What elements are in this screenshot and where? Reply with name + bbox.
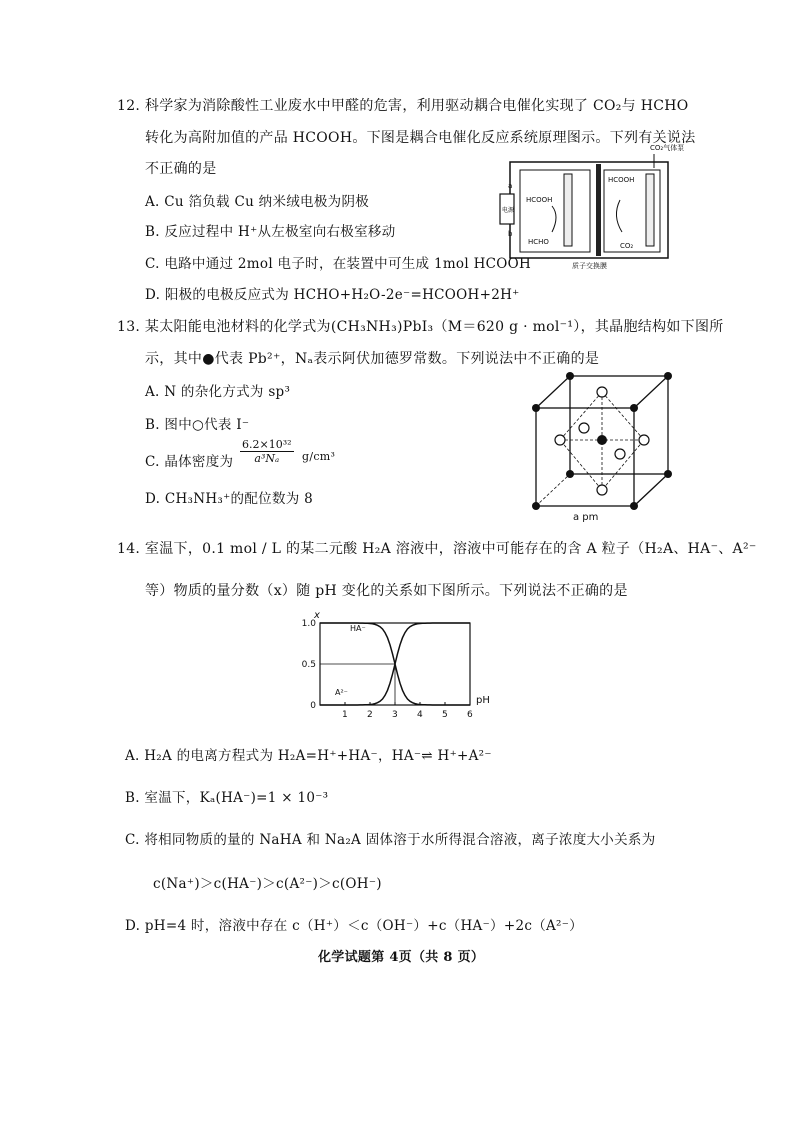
x-tick-label: 1 — [342, 710, 348, 720]
q13-option-a: A. N 的杂化方式为 sp³ — [145, 384, 291, 400]
y-axis-label: x — [314, 610, 320, 621]
left-reaction-arrow — [552, 206, 556, 232]
x-axis-label: pH — [476, 695, 490, 706]
q12-option-b: B. 反应过程中 H⁺从左极室向右极室移动 — [145, 224, 396, 240]
density-numerator: 6.2×10³² — [242, 438, 292, 451]
q14-option-c-line-1: C. 将相同物质的量的 NaHA 和 Na₂A 固体溶于水所得混合溶液，离子浓度大小关系为 — [125, 832, 656, 848]
pb-center-atom — [597, 435, 607, 445]
unit-cell-figure — [528, 370, 678, 523]
right-product-label: HCOOH — [608, 176, 635, 184]
q14-option-c-line-2: c(Na⁺)＞c(HA⁻)＞c(A²⁻)＞c(OH⁻) — [153, 876, 382, 892]
q13-option-c-prefix: C. 晶体密度为 — [145, 454, 234, 470]
left-product-label: HCOOH — [526, 196, 553, 204]
q12-line-1: 12. 科学家为消除酸性工业废水中甲醛的危害，利用驱动耦合电催化实现了 CO₂与 HCHO — [117, 98, 689, 114]
left-electrode — [564, 174, 572, 246]
page-footer: 化学试题第 4页（共 8 页） — [318, 950, 485, 965]
proton-exchange-membrane — [596, 164, 601, 256]
series-label-ha: HA⁻ — [350, 624, 366, 634]
q13-option-b: B. 图中○代表 I⁻ — [145, 417, 250, 433]
q14-option-a: A. H₂A 的电离方程式为 H₂A=H⁺+HA⁻，HA⁻⇌ H⁺+A²⁻ — [125, 748, 492, 764]
electrode-a-label: a — [508, 182, 513, 190]
left-reactant-label: HCHO — [528, 238, 549, 246]
svg-text:CO₂: CO₂ — [620, 242, 634, 250]
x-tick-label: 5 — [442, 710, 448, 720]
q12-option-a: A. Cu 箔负载 Cu 纳米绒电极为阴极 — [145, 194, 370, 210]
q13-option-d: D. CH₃NH₃⁺的配位数为 8 — [145, 491, 314, 507]
x-tick-label: 4 — [417, 710, 423, 720]
q14-line-1: 14. 室温下，0.1 mol / L 的某二元酸 H₂A 溶液中，溶液中可能存在的含 A 粒子（H₂A、HA⁻、A²⁻ — [117, 541, 757, 557]
q13-option-c-fraction — [240, 438, 294, 465]
x-tick-label: 6 — [467, 710, 473, 720]
q12-option-c: C. 电路中通过 2mol 电子时，在装置中可生成 1mol HCOOH — [145, 256, 532, 272]
q14-line-2: 等）物质的量分数（x）随 pH 变化的关系如下图所示。下列说法不正确的是 — [145, 583, 628, 599]
q12-line-3: 不正确的是 — [145, 161, 217, 177]
y-tick-label: 0.5 — [301, 660, 316, 670]
x-tick-label: 3 — [392, 710, 398, 720]
x-tick-label: 2 — [367, 710, 373, 720]
electrolysis-cell-figure — [500, 140, 685, 270]
q13-option-c-unit: g/cm³ — [302, 450, 336, 463]
series-label-a2: A²⁻ — [335, 688, 348, 698]
q14-option-b: B. 室温下，Kₐ(HA⁻)=1 × 10⁻³ — [125, 790, 329, 806]
q12-option-d: D. 阳极的电极反应式为 HCHO+H₂O-2e⁻=HCOOH+2H⁺ — [145, 287, 520, 303]
y-tick-label: 1.0 — [301, 619, 316, 629]
power-source-label: 电源 — [502, 207, 515, 214]
y-tick-label: 0 — [310, 701, 316, 711]
density-denominator: a³Nₐ — [254, 452, 280, 465]
q13-line-2: 示，其中●代表 Pb²⁺，Nₐ表示阿伏加德罗常数。下列说法中不正确的是 — [145, 351, 600, 367]
q14-option-d: D. pH=4 时，溶液中存在 c（H⁺）＜c（OH⁻）+c（HA⁻）+2c（A²⁻） — [125, 918, 583, 934]
right-electrode — [646, 174, 654, 246]
membrane-label: 质子交换膜 — [572, 262, 607, 270]
q13-line-1: 13. 某太阳能电池材料的化学式为(CH₃NH₃)PbI₃（M＝620 g · mol⁻¹），其晶胞结构如下图所 — [117, 319, 724, 335]
right-reaction-arrow — [616, 200, 622, 232]
species-distribution-chart — [290, 605, 510, 725]
co2-pump-label: CO₂气体泵 — [650, 144, 685, 152]
electrode-b-label: b — [508, 230, 513, 238]
q12-line-2: 转化为高附加值的产品 HCOOH。下图是耦合电催化反应系统原理图示。下列有关说法 — [145, 130, 696, 146]
lattice-constant-label: a pm — [573, 512, 599, 523]
